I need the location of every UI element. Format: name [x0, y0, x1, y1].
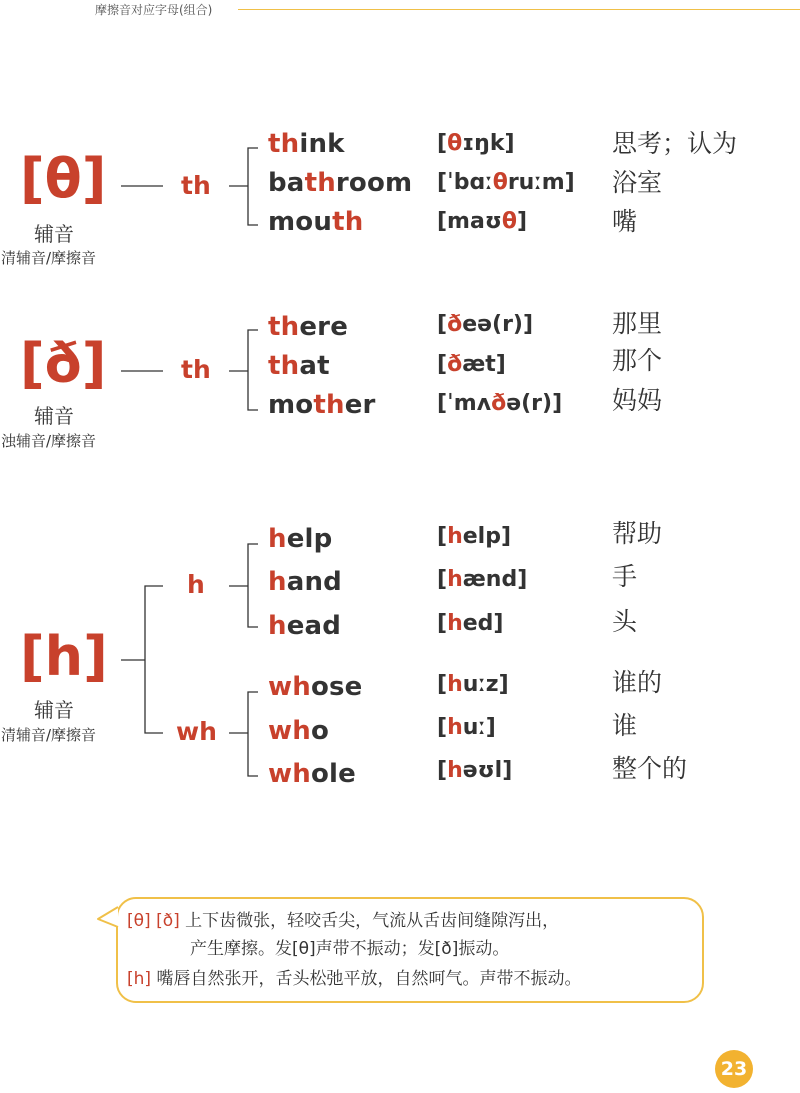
phoneme-symbol: [θ] — [20, 147, 107, 210]
phonetic-transcription: [hænd] — [437, 567, 528, 592]
phoneme-category: 辅音 — [34, 404, 74, 428]
phonetic-transcription: [ˈmʌðə(r)] — [437, 391, 563, 416]
example-word: who — [268, 716, 329, 746]
tip-line: [h] 嘴唇自然张开，舌头松弛平放，自然呵气。声带不振动。 — [127, 969, 582, 989]
word-meaning: 思考；认为 — [612, 129, 738, 158]
example-word: head — [268, 611, 342, 641]
example-word: mother — [268, 390, 376, 420]
tip-line: [θ] [ð] 上下齿微张，轻咬舌尖，气流从舌齿间缝隙泻出， — [127, 911, 560, 931]
example-word: there — [268, 312, 349, 342]
letter-group: th — [181, 355, 211, 384]
word-meaning: 整个的 — [612, 754, 688, 783]
phonetic-transcription: [huː] — [437, 715, 496, 740]
page-header-title: 摩擦音对应字母(组合) — [95, 3, 213, 17]
word-meaning: 妈妈 — [612, 386, 663, 415]
bracket-line — [248, 330, 258, 410]
phonetic-transcription: [huːz] — [437, 672, 509, 697]
example-word: help — [268, 524, 333, 554]
phonetic-transcription: [ðæt] — [437, 352, 506, 377]
word-meaning: 头 — [612, 607, 638, 636]
phonetic-transcription: [hed] — [437, 611, 504, 636]
phoneme-subcategory: 清辅音/摩擦音 — [1, 726, 97, 744]
word-meaning: 谁 — [612, 711, 638, 740]
example-word: think — [268, 129, 345, 159]
bracket-line — [248, 148, 258, 225]
page-number-badge: 23 — [715, 1050, 753, 1088]
bracket-line — [145, 586, 163, 733]
phonetic-transcription: [ˈbɑːθruːm] — [437, 170, 575, 195]
phonetic-transcription: [θɪŋk] — [437, 131, 515, 156]
word-meaning: 帮助 — [612, 519, 663, 548]
phoneme-symbol: [ð] — [20, 332, 107, 395]
bracket-line — [248, 692, 258, 776]
letter-group: h — [187, 570, 205, 599]
phoneme-category: 辅音 — [34, 222, 74, 246]
example-word: whole — [268, 759, 356, 789]
example-word: mouth — [268, 207, 364, 237]
phonetic-transcription: [help] — [437, 524, 511, 549]
word-meaning: 那里 — [612, 309, 663, 338]
tip-line: 产生摩擦。发[θ]声带不振动；发[ð]振动。 — [190, 939, 510, 959]
example-word: bathroom — [268, 168, 413, 198]
letter-group: wh — [176, 717, 217, 746]
example-word: that — [268, 351, 330, 381]
letter-group: th — [181, 171, 211, 200]
phoneme-symbol: [h] — [20, 625, 108, 688]
word-meaning: 浴室 — [612, 168, 663, 197]
phonetic-transcription: [maʊθ] — [437, 209, 528, 234]
phoneme-subcategory: 清辅音/摩擦音 — [1, 249, 97, 267]
bracket-line — [248, 544, 258, 627]
phonetic-transcription: [ðeə(r)] — [437, 312, 534, 337]
word-meaning: 谁的 — [612, 668, 663, 697]
example-word: whose — [268, 672, 363, 702]
word-meaning: 手 — [612, 562, 638, 591]
word-meaning: 那个 — [612, 346, 663, 375]
speech-bubble-tail — [95, 905, 119, 929]
word-meaning: 嘴 — [612, 207, 638, 236]
phoneme-category: 辅音 — [34, 698, 74, 722]
phoneme-subcategory: 浊辅音/摩擦音 — [1, 432, 97, 450]
phonetic-transcription: [həʊl] — [437, 758, 513, 783]
example-word: hand — [268, 567, 342, 597]
